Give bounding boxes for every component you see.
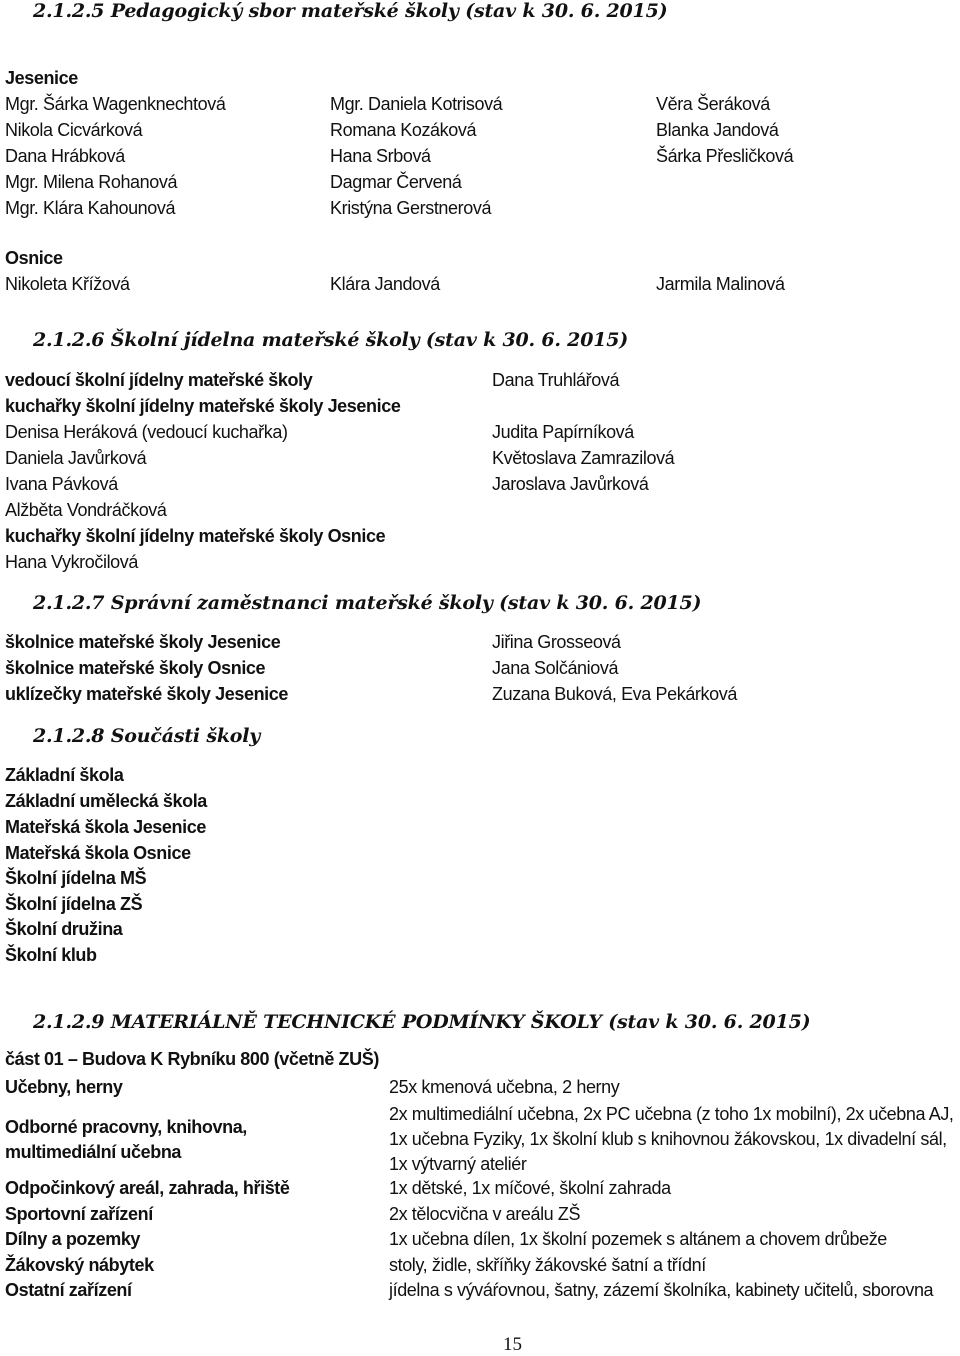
jesenice-teacher: Nikola Cicvárková	[5, 120, 143, 140]
school-part-item: Základní škola	[5, 765, 124, 785]
facility-value: 25x kmenová učebna, 2 herny	[389, 1077, 620, 1097]
facility-label: Odpočinkový areál, zahrada, hřiště	[5, 1178, 290, 1198]
facility-value: jídelna s výváŕovnou, šatny, zázemí školníka, kabinety učitelů, sborovna	[389, 1280, 934, 1300]
jesenice-teacher: Mgr. Daniela Kotrisová	[330, 94, 503, 114]
jesenice-teacher: Romana Kozáková	[330, 120, 477, 140]
jesenice-teacher: Dagmar Červená	[330, 172, 462, 192]
canteen-role: kuchařky školní jídelny mateřské školy Osnice	[5, 526, 386, 546]
admin-role: uklízečky mateřské školy Jesenice	[5, 684, 289, 704]
section-heading-2125: 2.1.2.5 Pedagogický sbor mateřské školy (stav k 30. 6. 2015)	[33, 0, 668, 22]
school-part-item: Školní jídelna MŠ	[5, 868, 147, 888]
facility-value: 1x dětské, 1x míčové, školní zahrada	[389, 1178, 671, 1198]
school-part-item: Mateřská škola Jesenice	[5, 817, 206, 837]
canteen-staff: Ivana Pávková	[5, 474, 118, 494]
facility-label: Sportovní zařízení	[5, 1204, 153, 1224]
jesenice-teacher: Mgr. Klára Kahounová	[5, 198, 176, 218]
page-number: 15	[503, 1334, 522, 1355]
admin-staff: Zuzana Buková, Eva Pekárková	[492, 684, 737, 704]
jesenice-teacher: Blanka Jandová	[656, 120, 779, 140]
section-heading-2127: 2.1.2.7 Správní zaměstnanci mateřské školy (stav k 30. 6. 2015)	[33, 592, 702, 614]
facility-value: stoly, židle, skříňky žákovské šatní a třídní	[389, 1255, 706, 1275]
facility-label: Žákovský nábytek	[5, 1255, 154, 1275]
osnice-teacher: Jarmila Malinová	[656, 274, 785, 294]
facility-value: 2x tělocvična v areálu ZŠ	[389, 1204, 581, 1224]
school-part-item: Školní klub	[5, 945, 97, 965]
facility-label: Ostatní zařízení	[5, 1280, 132, 1300]
section-heading-2129: 2.1.2.9 MATERIÁLNĚ TECHNICKÉ PODMÍNKY ŠKOLY (stav k 30. 6. 2015)	[33, 1011, 811, 1033]
school-part-item: Školní družina	[5, 919, 123, 939]
building-subheading: část 01 – Budova K Rybníku 800 (včetně ZUŠ)	[5, 1049, 379, 1069]
facility-value: 2x multimediální učebna, 2x PC učebna (z toho 1x mobilní), 2x učebna AJ, 1x učebna Fyziky, 1x školní klub s knihovnou žákovskou, 1x divadelní sál, 1x výtvarný ateliér	[389, 1104, 954, 1174]
jesenice-title: Jesenice	[5, 68, 78, 88]
osnice-teacher: Nikoleta Křížová	[5, 274, 130, 294]
jesenice-teacher: Kristýna Gerstnerová	[330, 198, 492, 218]
canteen-staff: Judita Papírníková	[492, 422, 634, 442]
canteen-staff: Květoslava Zamrazilová	[492, 448, 675, 468]
facility-label: Učebny, herny	[5, 1077, 123, 1097]
school-part-item: Základní umělecká škola	[5, 791, 207, 811]
canteen-role: kuchařky školní jídelny mateřské školy Jesenice	[5, 396, 401, 416]
jesenice-teacher: Dana Hrábková	[5, 146, 125, 166]
facility-label: Odborné pracovny, knihovna, multimediální učebna	[5, 1117, 247, 1162]
jesenice-teacher: Věra Šeráková	[656, 94, 770, 114]
jesenice-teacher: Mgr. Milena Rohanová	[5, 172, 178, 192]
canteen-role: vedoucí školní jídelny mateřské školy	[5, 370, 313, 390]
admin-staff: Jiřina Grosseová	[492, 632, 621, 652]
admin-staff: Jana Solčániová	[492, 658, 619, 678]
canteen-staff: Jaroslava Javůrková	[492, 474, 649, 494]
canteen-staff: Denisa Heráková (vedoucí kuchařka)	[5, 422, 288, 442]
section-heading-2128: 2.1.2.8 Součásti školy	[33, 725, 261, 747]
osnice-teacher: Klára Jandová	[330, 274, 440, 294]
school-part-item: Školní jídelna ZŠ	[5, 894, 143, 914]
facility-label: Dílny a pozemky	[5, 1229, 141, 1249]
admin-role: školnice mateřské školy Jesenice	[5, 632, 281, 652]
canteen-staff: Hana Vykročilová	[5, 552, 138, 572]
admin-role: školnice mateřské školy Osnice	[5, 658, 266, 678]
facility-value: 1x učebna dílen, 1x školní pozemek s altánem a chovem drůbeže	[389, 1229, 887, 1249]
osnice-title: Osnice	[5, 248, 63, 268]
section-heading-2126: 2.1.2.6 Školní jídelna mateřské školy (stav k 30. 6. 2015)	[33, 329, 629, 351]
jesenice-teacher: Hana Srbová	[330, 146, 431, 166]
canteen-staff: Alžběta Vondráčková	[5, 500, 167, 520]
canteen-staff: Daniela Javůrková	[5, 448, 147, 468]
school-part-item: Mateřská škola Osnice	[5, 843, 191, 863]
canteen-staff: Dana Truhlářová	[492, 370, 620, 390]
jesenice-teacher: Mgr. Šárka Wagenknechtová	[5, 94, 226, 114]
jesenice-teacher: Šárka Přesličková	[656, 146, 794, 166]
